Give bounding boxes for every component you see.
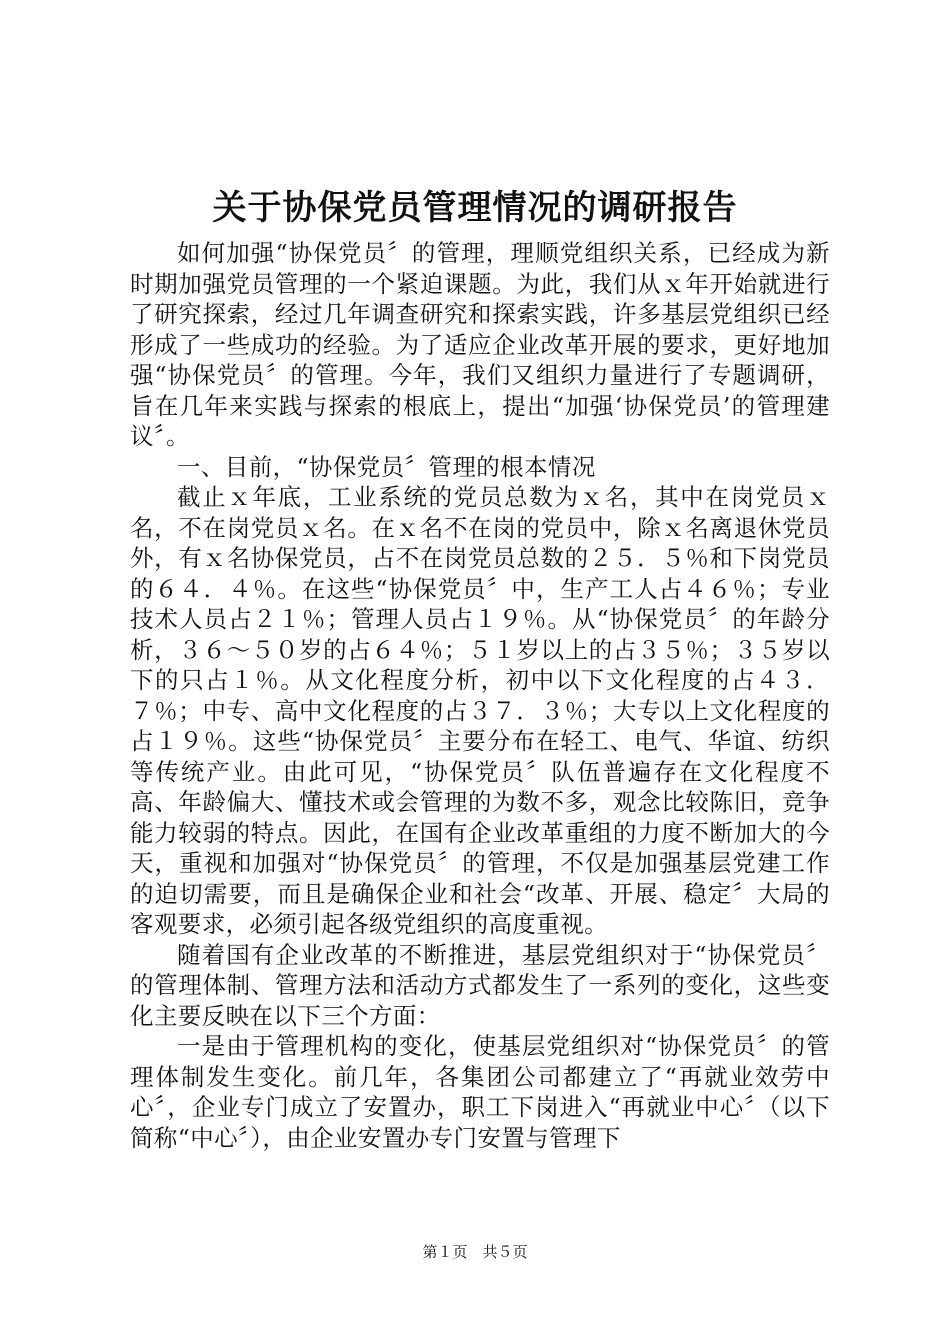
document-title: 关于协保党员管理情况的调研报告 [212, 188, 738, 228]
section-heading-1: 一、目前，“协保党员〞管理的根本情况 [177, 452, 596, 481]
paragraph-point-one: 一是由于管理机构的变化，使基层党组织对“协保党员〞的管理体制发生变化。前几年，各集团公司都建立了“再就业效劳中心〞，企业专门成立了安置办，职工下岗进入“再就业中心〞（以下简称“中心〞），由企业安置办专门安置与管理下 [130, 1032, 830, 1152]
paragraph-changes: 随着国有企业改革的不断推进，基层党组织对于“协保党员〞的管理体制、管理方法和活动方式都发生了一系列的变化，这些变化主要反映在以下三个方面： [130, 940, 830, 1030]
paragraph-statistics: 截止ｘ年底，工业系统的党员总数为ｘ名，其中在岗党员ｘ名，不在岗党员ｘ名。在ｘ名不在岗的党员中，除ｘ名离退休党员外，有ｘ名协保党员，占不在岗党员总数的２５．５％和下岗党员的６４．４％。在这些“协保党员〞中，生产工人占４６％；专业技术人员占２１％；管理人员占１９％。从“协保党员〞的年龄分析，３６～５０岁的占６４％；５１岁以上的占３５％；３５岁以下的只占１％。从文化程度分析，初中以下文化程度的占４３．７％；中专、高中文化程度的占３７．３％；大专以上文化程度的占１９％。这些“协保党员〞主要分布在轻工、电气、华谊、纺织等传统产业。由此可见，“协保党员〞队伍普遍存在文化程度不高、年龄偏大、懂技术或会管理的为数不多，观念比较陈旧，竞争能力较弱的特点。因此，在国有企业改革重组的力度不断加大的今天，重视和加强对“协保党员〞的管理，不仅是加强基层党建工作的迫切需要，而且是确保企业和社会“改革、开展、稳定〞大局的客观要求，必须引起各级党组织的高度重视。 [130, 483, 830, 938]
paragraph-intro: 如何加强“协保党员〞的管理，理顺党组织关系，已经成为新时期加强党员管理的一个紧迫课题。为此，我们从ｘ年开始就进行了研究探索，经过几年调查研究和探索实践，许多基层党组织已经形成了一些成功的经验。为了适应企业改革开展的要求，更好地加强“协保党员〞的管理。今年，我们又组织力量进行了专题调研，旨在几年来实践与探索的根底上，提出“加强‘协保党员’的管理建议〞。 [130, 239, 830, 450]
page-footer: 第１页 共５页 [422, 1243, 528, 1261]
document-body [130, 238, 830, 1153]
